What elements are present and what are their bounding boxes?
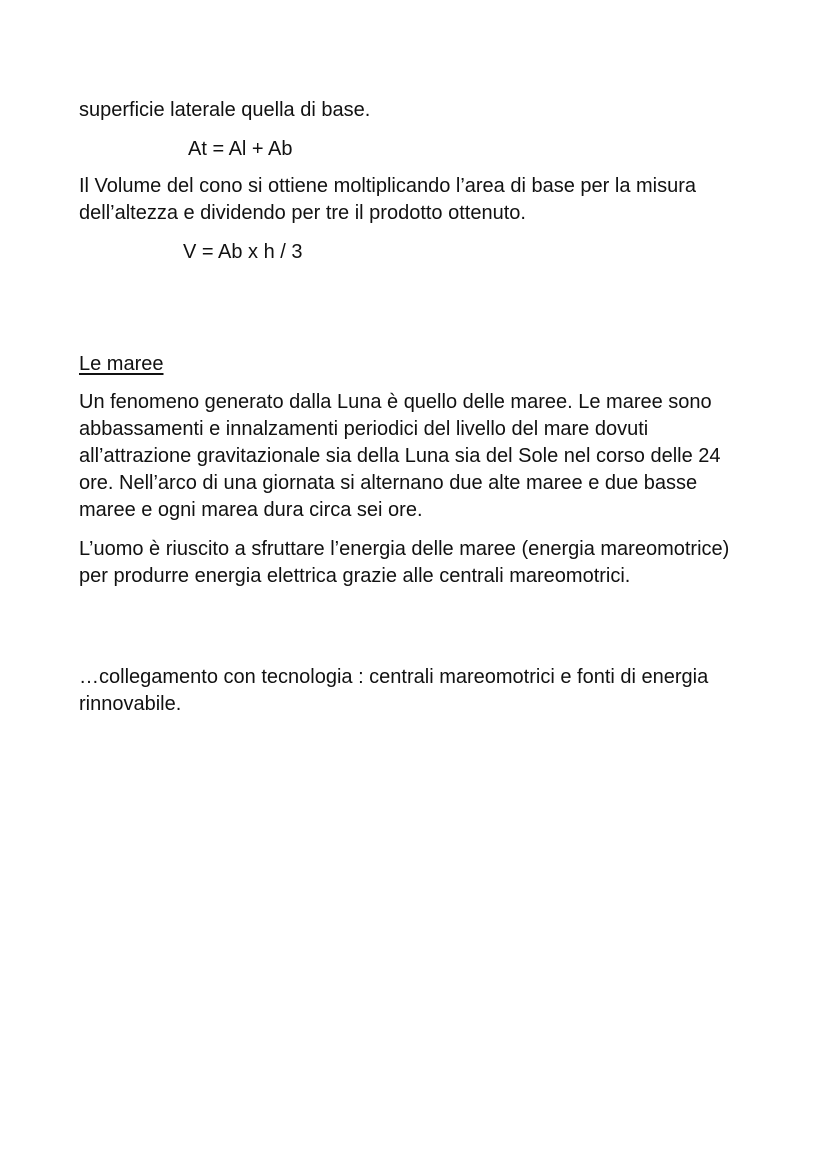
volume-paragraph: Il Volume del cono si ottiene moltiplicando l’area di base per la misura dell’altezza e dividendo per tre il prodotto ottenuto. <box>79 175 697 224</box>
section-heading: Le maree <box>79 353 164 375</box>
formula-volume: V = Ab x h / 3 <box>183 241 303 263</box>
energy-paragraph: L’uomo è riuscito a sfruttare l’energia delle maree (energia mareomotrice) per produrre energia elettrica grazie alle centrali mareomotrici. <box>79 538 730 587</box>
tides-paragraph: Un fenomeno generato dalla Luna è quello delle maree. Le maree sono abbassamenti e innalzamenti periodici del livello del mare dovuti all’attrazione gravitazionale sia della Luna sia del Sole nel corso delle 24 ore. Nell’arco di una giornata si alternano due alte maree e due basse maree e ogni marea dura circa sei ore. <box>79 391 721 521</box>
intro-line: superficie laterale quella di base. <box>79 99 371 121</box>
formula-total-area: At = Al + Ab <box>188 138 293 160</box>
link-note: …collegamento con tecnologia : centrali mareomotrici e fonti di energia rinnovabile. <box>79 666 709 715</box>
